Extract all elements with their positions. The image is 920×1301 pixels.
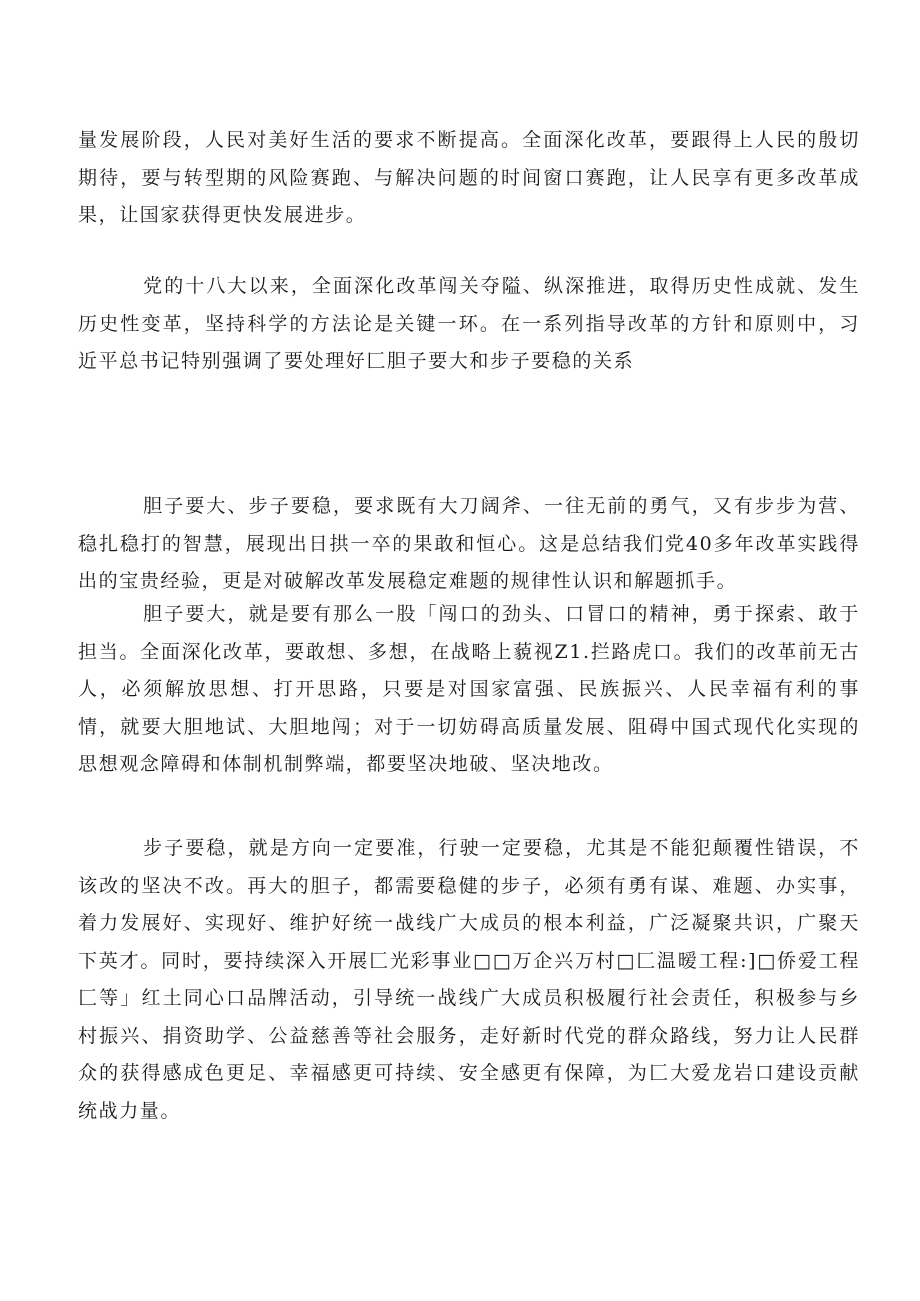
paragraph-5: 步子要稳，就是方向一定要准，行驶一定要稳，尤其是不能犯颠覆性错误，不该改的坚决不改。再大的胆子，都需要稳健的步子，必须有勇有谋、难题、办实事，着力发展好、实现好、维护好统一战线广大成员的根本利益，广泛凝聚共识，广聚天下英才。同时，要持续深入开展匚光彩事业□□万企兴万村□匚温暧工程:]□侨爱工程匚等」红土同心口品牌活动，引导统一战线广大成员积极履行社会责任，积极参与乡村振兴、捐资助学、公益慈善等社会服务，走好新时代党的群众路线，努力让人民群众的获得感成色更足、幸福感更可持续、安全感更有保障，为匚大爱龙岩口建设贡献统战力量。 [78,837,861,1122]
paragraph-3: 胆子要大、步子要稳，要求既有大刀阔斧、一往无前的勇气，又有步步为营、稳扎稳打的智慧，展现出日拱一卒的果敢和恒心。这是总结我们党40多年改革实践得出的宝贵经验，更是对破解改革发展稳定难题的规律性认识和解题抓手。 [78,495,861,592]
paragraph-1: 量发展阶段，人民对美好生活的要求不断提高。全面深化改革，要跟得上人民的殷切期待，要与转型期的风险赛跑、与解决问题的时间窗口赛跑，让人民享有更多改革成果，让国家获得更快发展进步。 [78,129,860,226]
paragraph-4: 胆子要大，就是要有那么一股「闯口的劲头、口冒口的精神，勇于探索、敢于担当。全面深化改革，要敢想、多想，在战略上藐视Z1.拦路虎口。我们的改革前无古人，必须解放思想、打开思路，只要是对国家富强、民族振兴、人民幸福有利的事情，就要大胆地试、大胆地闯；对于一切妨碍高质量发展、阻碍中国式现代化实现的思想观念障碍和体制机制弊端，都要坚决地破、坚决地改。 [78,603,861,775]
paragraph-2: 党的十八大以来，全面深化改革闯关夺隘、纵深推进，取得历史性成就、发生历史性变革，坚持科学的方法论是关键一环。在一系列指导改革的方针和原则中，习近平总书记特别强调了要处理好匚胆子要大和步子要稳的关系 [78,275,861,372]
